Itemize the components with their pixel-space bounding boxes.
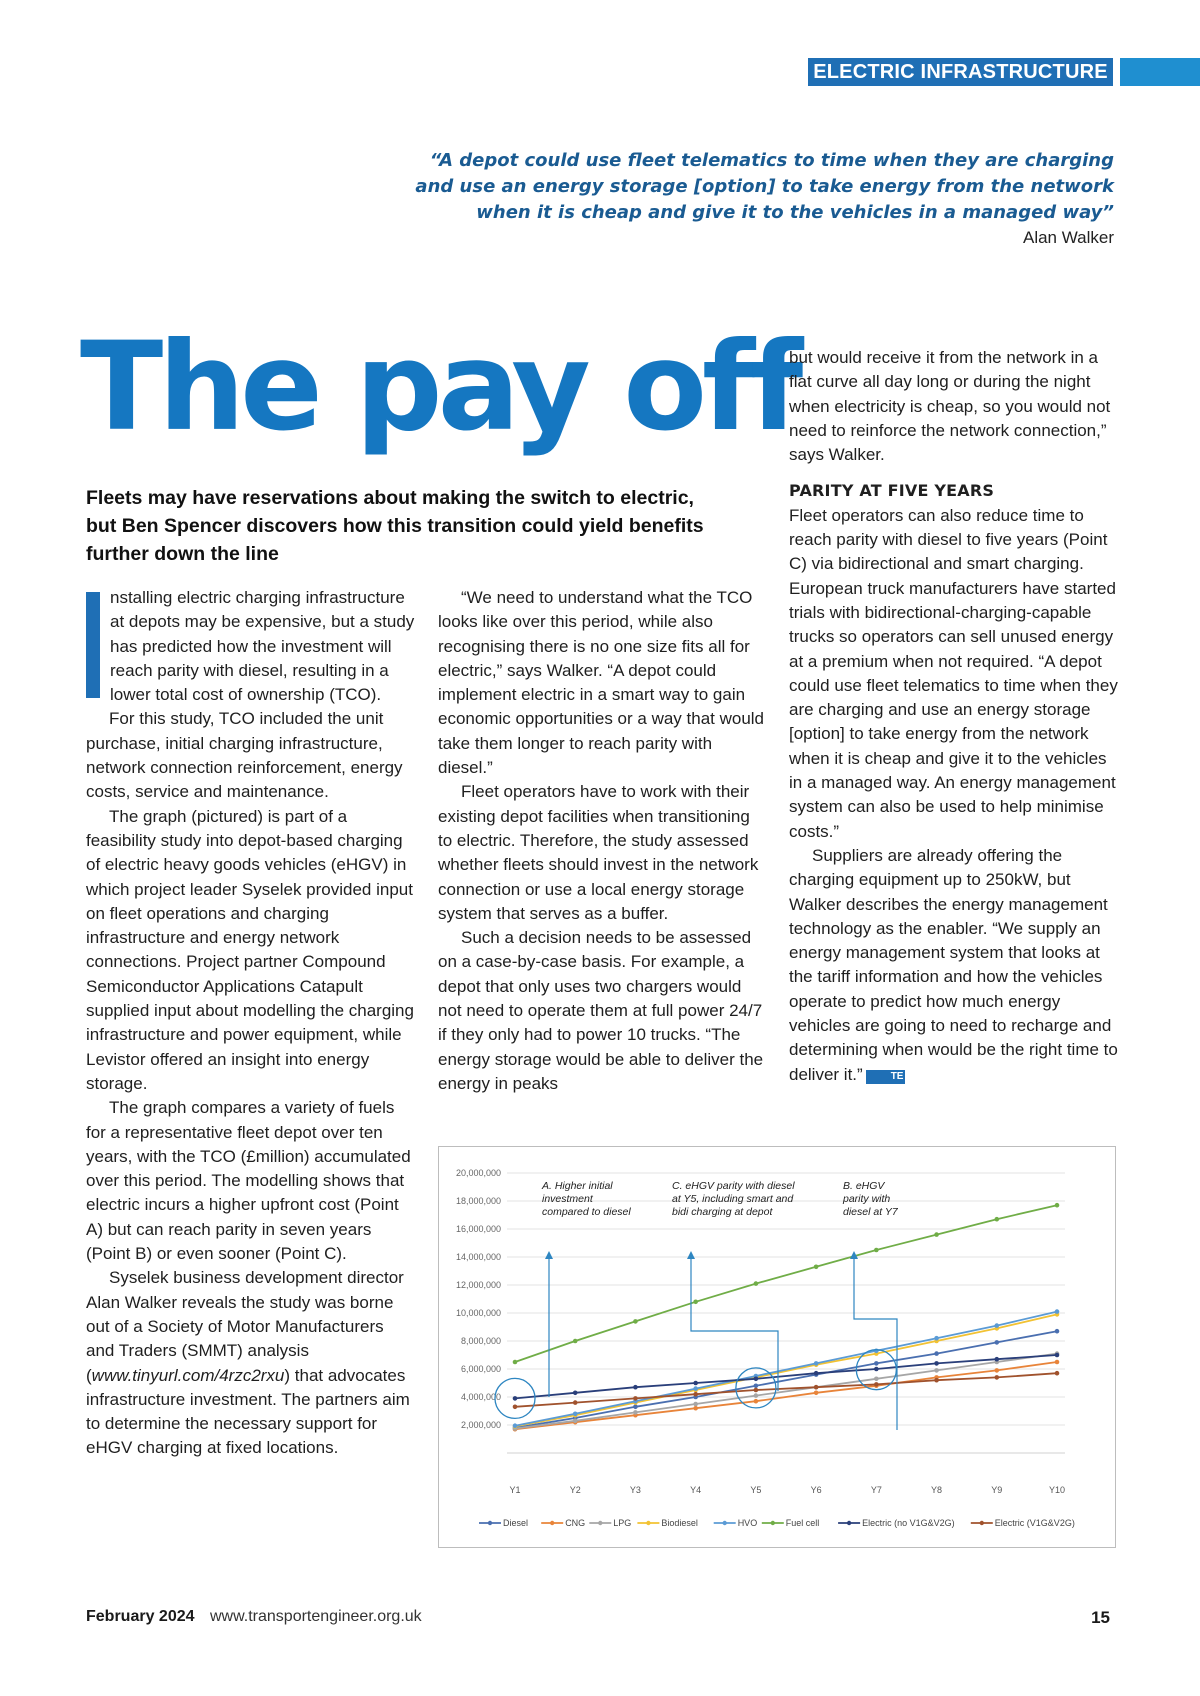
x-tick-label: Y8 — [931, 1485, 943, 1495]
data-point — [513, 1423, 518, 1428]
footer-date: February 2024 — [86, 1608, 195, 1625]
annotation-text: C. eHGV parity with diesel — [672, 1180, 795, 1192]
legend-marker — [598, 1521, 602, 1525]
body-paragraph: nstalling electric charging infrastructure at depots may be expensive, but a study has predicted how the investment will reach parity with diesel, resulting in a lower total cost of ownership (TCO). — [110, 588, 415, 705]
annotation-text: bidi charging at depot — [672, 1206, 773, 1218]
data-point — [633, 1396, 638, 1401]
headline: The pay off — [80, 316, 799, 458]
data-point — [513, 1360, 518, 1365]
data-point — [754, 1388, 759, 1393]
annotation-text: B. eHGV — [843, 1180, 885, 1192]
data-point — [874, 1248, 879, 1253]
data-point — [814, 1361, 819, 1366]
data-point — [754, 1377, 759, 1382]
data-point — [814, 1265, 819, 1270]
body-paragraph: Fleet operators can also reduce time to reach parity with diesel to five years (Point C) via bidirectional and smart charging. European truck manufacturers have started trials with bidirectional-charging-capable trucks so operators can sell unused energy at a premium when not required. “A depot could use fleet telematics to time when they are charging and use an energy storage [option] to take energy from the network when it is cheap and give it to the vehicles in a managed way. An energy management system can also be used to help minimise costs.” — [789, 505, 1118, 841]
data-point — [573, 1419, 578, 1424]
data-point — [874, 1382, 879, 1387]
data-point — [754, 1281, 759, 1286]
annotation-text: compared to diesel — [542, 1206, 631, 1218]
annotation-text: diesel at Y7 — [843, 1206, 898, 1218]
body-paragraph — [789, 844, 1119, 1087]
legend-label: CNG — [565, 1518, 586, 1528]
data-point — [814, 1371, 819, 1376]
legend-label: Biodiesel — [661, 1518, 698, 1528]
legend-marker — [550, 1521, 554, 1525]
data-point — [573, 1391, 578, 1396]
section-tag: ELECTRIC INFRASTRUCTURE — [808, 58, 1113, 86]
data-point — [693, 1381, 698, 1386]
x-tick-label: Y4 — [690, 1485, 702, 1495]
legend-label: HVO — [737, 1518, 758, 1528]
footer-url[interactable]: www.transportengineer.org.uk — [210, 1608, 422, 1625]
y-tick-label: 4,000,000 — [460, 1392, 501, 1402]
section-accent-bar — [1120, 58, 1200, 86]
data-point — [994, 1217, 999, 1222]
data-point — [1055, 1203, 1060, 1208]
x-tick-label: Y6 — [810, 1485, 822, 1495]
y-tick-label: 20,000,000 — [455, 1168, 501, 1178]
x-tick-label: Y9 — [991, 1485, 1003, 1495]
body-column-3 — [789, 346, 1119, 1087]
data-point — [693, 1402, 698, 1407]
body-text: ) that advocates infrastructure investment. The partners aim to determine the necessary support for eHGV charging at fixed locations. — [86, 1365, 410, 1458]
data-point — [693, 1386, 698, 1391]
body-paragraph: For this study, TCO included the unit purchase, initial charging infrastructure, network connection reinforcement, energy costs, service and maintenance. — [86, 709, 403, 802]
annotation-text: parity with — [843, 1193, 891, 1205]
tco-chart — [438, 1146, 1116, 1548]
x-tick-label: Y1 — [509, 1485, 521, 1495]
study-link[interactable]: www.tinyurl.com/4rzc2rxu — [91, 1365, 285, 1385]
data-point — [814, 1385, 819, 1390]
data-point — [994, 1368, 999, 1373]
data-point — [513, 1396, 518, 1401]
annotation-c-arrowhead — [687, 1251, 695, 1259]
legend-marker — [980, 1521, 984, 1525]
subheading: PARITY AT FIVE YEARS — [789, 481, 995, 501]
data-point — [1055, 1360, 1060, 1365]
y-tick-label: 14,000,000 — [455, 1252, 501, 1262]
legend-marker — [723, 1521, 727, 1525]
data-point — [994, 1340, 999, 1345]
legend-label: Electric (no V1G&V2G) — [862, 1518, 955, 1528]
legend-marker — [771, 1521, 775, 1525]
legend-marker — [646, 1521, 650, 1525]
series-line — [515, 1331, 1057, 1428]
body-text: Suppliers are already offering the charging equipment up to 250kW, but Walker describes the energy management technology as the enabler. “We supply an energy management system that looks at the tariff information and how the vehicles operate to predict how much energy vehicles are going to need to recharge and determining when would be the right time to deliver it.” — [789, 845, 1118, 1084]
x-tick-label: Y2 — [569, 1485, 581, 1495]
drop-cap-i — [86, 592, 100, 698]
tco-chart-svg — [439, 1147, 1115, 1547]
data-point — [874, 1361, 879, 1366]
page-number: 15 — [1091, 1608, 1110, 1627]
x-tick-label: Y3 — [629, 1485, 641, 1495]
data-point — [934, 1351, 939, 1356]
body-paragraph: The graph compares a variety of fuels for a representative fleet depot over ten years, with the TCO (£million) accumulated over this period. The modelling shows that electric incurs a higher upfront cost (Point A) but can reach parity in seven years (Point B) or even sooner (Point C). — [86, 1098, 411, 1264]
body-paragraph: but would receive it from the network in a flat curve all day long or during the night when electricity is cheap, so you would not need to reinforce the network connection,” says Walker. — [789, 348, 1111, 465]
data-point — [934, 1336, 939, 1341]
body-paragraph: The graph (pictured) is part of a feasibility study into depot-based charging of electric heavy goods vehicles (eHGV) in which project leader Syselek provided input on fleet operations and charging infrastructure and energy network connections. Project partner Compound Semiconductor Applications Catapult supplied input about modelling the charging infrastructure and power equipment, while Levistor offered an insight into energy storage. — [86, 806, 414, 1093]
annotation-text: at Y5, including smart and — [672, 1193, 794, 1205]
data-point — [1055, 1329, 1060, 1334]
data-point — [1055, 1353, 1060, 1358]
data-point — [573, 1339, 578, 1344]
data-point — [874, 1377, 879, 1382]
y-tick-label: 8,000,000 — [460, 1336, 501, 1346]
data-point — [633, 1410, 638, 1415]
data-point — [513, 1405, 518, 1410]
data-point — [573, 1412, 578, 1417]
legend-label: Diesel — [503, 1518, 529, 1528]
body-text: Syselek business development director Alan Walker reveals the study was borne out of a Society of Motor Manufacturers and Traders (SMMT) analysis ( — [86, 1268, 404, 1385]
legend-marker — [847, 1521, 851, 1525]
data-point — [573, 1400, 578, 1405]
data-point — [633, 1385, 638, 1390]
body-paragraph: “We need to understand what the TCO looks like over this period, while also recognising there is no one size fits all for electric,” says Walker. “A depot could implement electric in a smart way to gain economic opportunities or a way that would take them longer to reach parity with diesel.” — [438, 588, 765, 778]
data-point — [754, 1399, 759, 1404]
body-paragraph: Fleet operators have to work with their existing depot facilities when transitioning to electric. Therefore, the study assessed whether fleets should invest in the network connection or use a local energy storage system that serves as a buffer. — [438, 782, 759, 923]
data-point — [994, 1375, 999, 1380]
y-tick-label: 18,000,000 — [455, 1196, 501, 1206]
data-point — [934, 1232, 939, 1237]
x-tick-label: Y5 — [750, 1485, 762, 1495]
data-point — [934, 1368, 939, 1373]
body-column-2 — [438, 586, 768, 1096]
body-column-1 — [86, 586, 416, 1461]
data-point — [693, 1300, 698, 1305]
annotation-text: A. Higher initial — [542, 1180, 613, 1192]
data-point — [934, 1378, 939, 1383]
y-tick-label: 2,000,000 — [460, 1420, 501, 1430]
data-point — [693, 1392, 698, 1397]
data-point — [633, 1319, 638, 1324]
y-tick-label: 10,000,000 — [455, 1308, 501, 1318]
data-point — [814, 1391, 819, 1396]
data-point — [754, 1393, 759, 1398]
pull-quote-author: Alan Walker — [1022, 228, 1114, 247]
legend-label: Fuel cell — [785, 1518, 820, 1528]
x-tick-label: Y10 — [1048, 1485, 1066, 1495]
legend-label: Electric (V1G&V2G) — [994, 1518, 1075, 1528]
legend-marker — [488, 1521, 492, 1525]
data-point — [994, 1323, 999, 1328]
series-line — [515, 1362, 1057, 1429]
data-point — [1055, 1371, 1060, 1376]
data-point — [633, 1405, 638, 1410]
data-point — [874, 1367, 879, 1372]
y-tick-label: 12,000,000 — [455, 1280, 501, 1290]
y-tick-label: 6,000,000 — [460, 1364, 501, 1374]
data-point — [994, 1357, 999, 1362]
standfirst: Fleets may have reservations about making the switch to electric, but Ben Spencer discovers how this transition could yield benefits further down the line — [86, 487, 704, 565]
body-paragraph — [86, 1266, 416, 1460]
legend-label: LPG — [613, 1518, 632, 1528]
data-point — [1055, 1309, 1060, 1314]
end-mark-icon: TE — [866, 1070, 906, 1084]
data-point — [693, 1406, 698, 1411]
annotation-a-arrowhead — [545, 1251, 553, 1259]
pull-quote: “A depot could use fleet telematics to time when they are charging and use an energy storage [option] to take energy from the network when it is cheap and give it to the vehicles in a managed way” — [415, 150, 1114, 223]
body-paragraph: Such a decision needs to be assessed on a case-by-case basis. For example, a depot that only uses two chargers would not need to operate them at full power 24/7 if they only had to power 10 trucks. “The energy storage would be able to deliver the energy in peaks — [438, 928, 764, 1093]
data-point — [934, 1361, 939, 1366]
annotation-text: investment — [542, 1193, 593, 1205]
y-tick-label: 16,000,000 — [455, 1224, 501, 1234]
data-point — [754, 1384, 759, 1389]
x-tick-label: Y7 — [870, 1485, 882, 1495]
